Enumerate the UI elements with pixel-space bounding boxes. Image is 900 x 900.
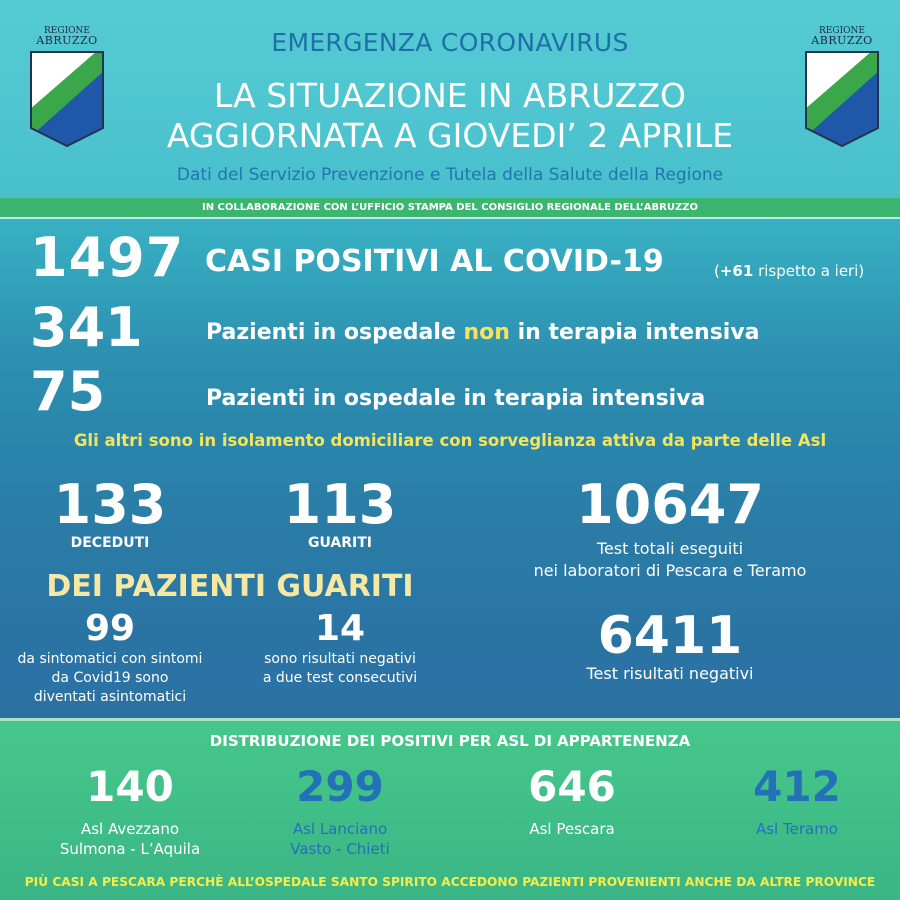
diff-paren: ( bbox=[714, 262, 720, 280]
divider bbox=[0, 217, 900, 219]
label-line: nei laboratori di Pescara e Teramo bbox=[533, 561, 807, 580]
test-negativi-label: Test risultati negativi bbox=[586, 664, 754, 683]
label-line: Asl Pescara bbox=[529, 820, 615, 838]
logo-text: REGIONE bbox=[44, 26, 90, 36]
distribuzione-title: DISTRIBUZIONE DEI POSITIVI PER ASL DI APPARTENENZA bbox=[209, 732, 691, 750]
terapia-intensiva-count: 75 bbox=[30, 360, 106, 423]
label-line: diventati asintomatici bbox=[33, 689, 187, 705]
guariti-asintomatici-label bbox=[0, 650, 220, 707]
positivi-label: CASI POSITIVI AL COVID-19 bbox=[205, 244, 664, 279]
header-subtitle: Dati del Servizio Prevenzione e Tutela della Salute della Regione bbox=[176, 165, 724, 185]
label-line: da sintomatici con sintomi bbox=[17, 651, 203, 667]
test-negativi-count: 6411 bbox=[597, 606, 743, 666]
label-line: Vasto - Chieti bbox=[290, 840, 390, 858]
label-line: Asl Avezzano bbox=[80, 820, 180, 838]
label-part: in terapia intensiva bbox=[509, 320, 760, 345]
label-line: Sulmona - L’Aquila bbox=[59, 840, 201, 858]
header-top: EMERGENZA CORONAVIRUS bbox=[271, 28, 629, 57]
test-totali-label bbox=[500, 538, 840, 582]
divider bbox=[0, 718, 900, 721]
guariti-asintomatici-count: 99 bbox=[84, 608, 136, 649]
diff-text: rispetto a ieri) bbox=[753, 262, 865, 280]
label-line: da Covid19 sono bbox=[51, 670, 169, 686]
label-line: Test totali eseguiti bbox=[596, 539, 744, 558]
asl-lanciano-label bbox=[240, 819, 440, 859]
collaboration-banner: IN COLLABORAZIONE CON L’UFFICIO STAMPA DEL CONSIGLIO REGIONALE DELL’ABRUZZO bbox=[0, 198, 900, 217]
guariti-count: 113 bbox=[283, 473, 397, 536]
page-title-line1: LA SITUAZIONE IN ABRUZZO bbox=[214, 76, 686, 115]
ospedale-non-ti-count: 341 bbox=[30, 296, 143, 359]
guariti-negativi-count: 14 bbox=[314, 608, 366, 649]
logo-text: REGIONE bbox=[819, 26, 865, 36]
guariti-negativi-label bbox=[240, 650, 440, 688]
positivi-diff bbox=[714, 262, 864, 280]
footer-note: PIÙ CASI A PESCARA PERCHÈ ALL’OSPEDALE SANTO SPIRITO ACCEDONO PAZIENTI PROVENIENTI ANCHE DA ALTRE PROVINCE bbox=[24, 875, 876, 889]
asl-avezzano-count: 140 bbox=[86, 762, 174, 811]
asl-pescara-label bbox=[472, 819, 672, 839]
deceduti-label: DECEDUTI bbox=[70, 535, 150, 551]
label-line: Asl Teramo bbox=[755, 820, 838, 838]
isolamento-note: Gli altri sono in isolamento domiciliare con sorveglianza attiva da parte delle Asl bbox=[73, 431, 827, 450]
positivi-count: 1497 bbox=[30, 226, 185, 289]
dei-pazienti-guariti-heading: DEI PAZIENTI GUARITI bbox=[46, 569, 414, 604]
label-line: a due test consecutivi bbox=[262, 670, 418, 686]
logo-text: ABRUZZO bbox=[36, 34, 98, 47]
logo-text: ABRUZZO bbox=[811, 34, 873, 47]
guariti-label: GUARITI bbox=[307, 535, 372, 551]
asl-pescara-count: 646 bbox=[528, 762, 616, 811]
page-title-line2: AGGIORNATA A GIOVEDI’ 2 APRILE bbox=[166, 116, 734, 155]
distribuzione-section bbox=[0, 718, 900, 900]
asl-lanciano-count: 299 bbox=[296, 762, 384, 811]
asl-teramo-label bbox=[697, 819, 897, 839]
header bbox=[0, 0, 900, 198]
label-emphasis: non bbox=[463, 320, 510, 345]
test-totali-count: 10647 bbox=[576, 473, 764, 536]
label-line: Asl Lanciano bbox=[292, 820, 388, 838]
label-part: Pazienti in ospedale bbox=[206, 320, 464, 345]
asl-avezzano-label bbox=[30, 819, 230, 859]
label-line: sono risultati negativi bbox=[264, 651, 416, 667]
ospedale-non-ti-label bbox=[206, 320, 760, 345]
terapia-intensiva-label: Pazienti in ospedale in terapia intensiva bbox=[206, 386, 706, 411]
asl-teramo-count: 412 bbox=[753, 762, 841, 811]
diff-value: +61 bbox=[719, 262, 754, 280]
deceduti-count: 133 bbox=[53, 473, 167, 536]
